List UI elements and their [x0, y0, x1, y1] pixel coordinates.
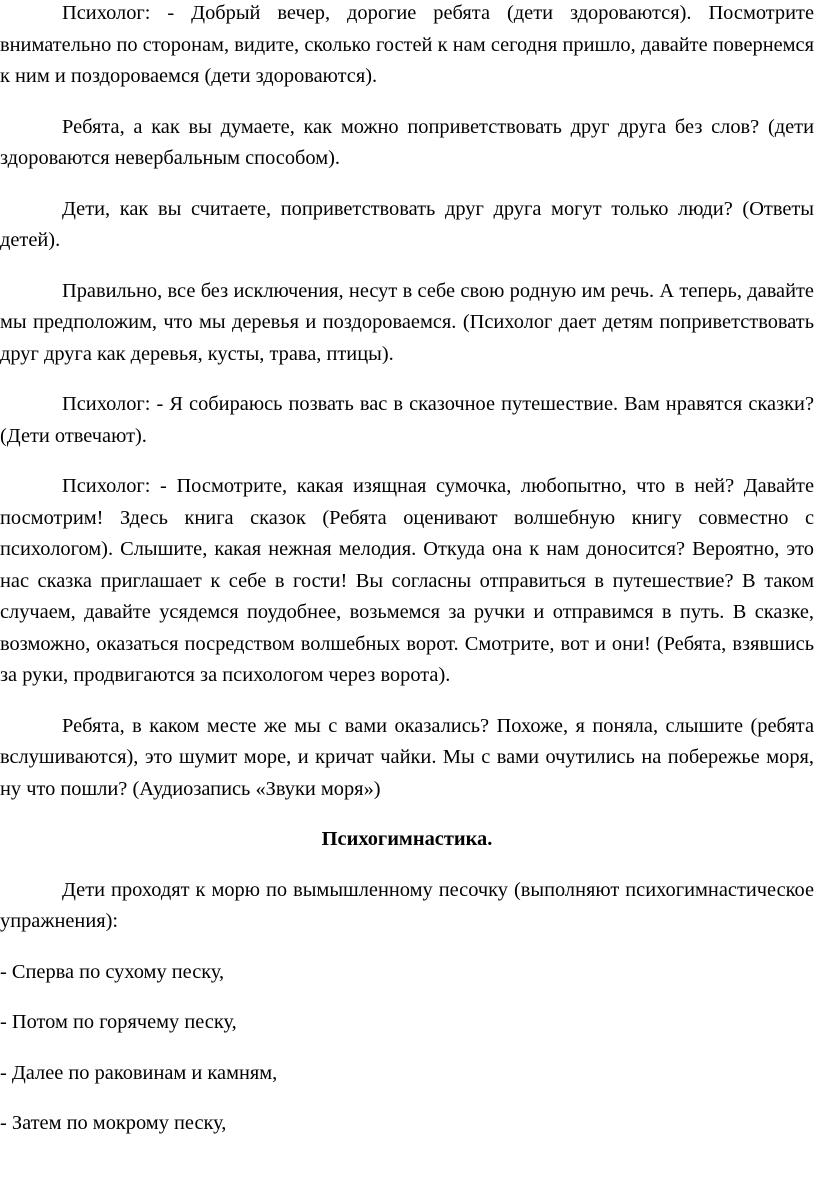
exercise-step: - Далее по раковинам и камням,: [0, 1061, 278, 1084]
paragraph-trees-greeting: Правильно, все без исключения, несут в себе свою родную им речь. А теперь, давайте мы предположим, что мы деревья и поздороваемся. (Психолог дает детям поприветствовать друг друга как деревья, кусты, трава, птицы).: [0, 279, 814, 365]
exercise-step: - Затем по мокрому песку,: [0, 1112, 227, 1134]
paragraph-exercise-intro: Дети проходят к морю по вымышленному песочку (выполняют психогимнастическое упражнения):: [0, 878, 814, 932]
exercise-step: - Потом по горячему песку,: [0, 1011, 237, 1033]
exercise-step: - Сперва по сухому песку,: [0, 960, 225, 983]
paragraph-fairy-journey: Психолог: - Я собираюсь позвать вас в сказочное путешествие. Вам нравятся сказки? (Дети отвечают).: [0, 393, 814, 447]
paragraph-who-can-greet: Дети, как вы считаете, поприветствовать друг друга могут только люди? (Ответы детей).: [0, 197, 814, 251]
paragraph-magic-bag: Психолог: - Посмотрите, какая изящная сумочка, любопытно, что в ней? Давайте посмотрим! Здесь книга сказок (Ребята оценивают волшебную книгу совместно с психологом). Слышите, какая нежная мелодия. Откуда она к нам доносится? Вероятно, это нас сказка приглашает к себе в гости! Вы согласны отправиться в путешествие? В таком случаем, давайте усядемся поудобнее, возьмемся за ручки и отправимся в путь. В сказке, возможно, оказаться посредством волшебных ворот. Смотрите, вот и они! (Ребята, взявшись за руки, продвигаются за психологом через ворота).: [0, 475, 814, 686]
paragraph-nonverbal-greeting: Ребята, а как вы думаете, как можно поприветствовать друг друга без слов? (дети здороваются невербальным способом).: [0, 115, 814, 169]
paragraph-seashore: Ребята, в каком месте же мы с вами оказались? Похоже, я поняла, слышите (ребята вслушиваются), это шумит море, и кричат чайки. Мы с вами очутились на побережье моря, ну что пошли? (Аудиозапись «Звуки моря»): [0, 714, 814, 800]
section-heading: Психогимнастика.: [321, 828, 493, 850]
paragraph-greeting: Психолог: - Добрый вечер, дорогие ребята (дети здороваются). Посмотрите внимательно по сторонам, видите, сколько гостей к нам сегодня пришло, давайте повернемся к ним и поздороваемся (дети здороваются).: [0, 2, 814, 87]
